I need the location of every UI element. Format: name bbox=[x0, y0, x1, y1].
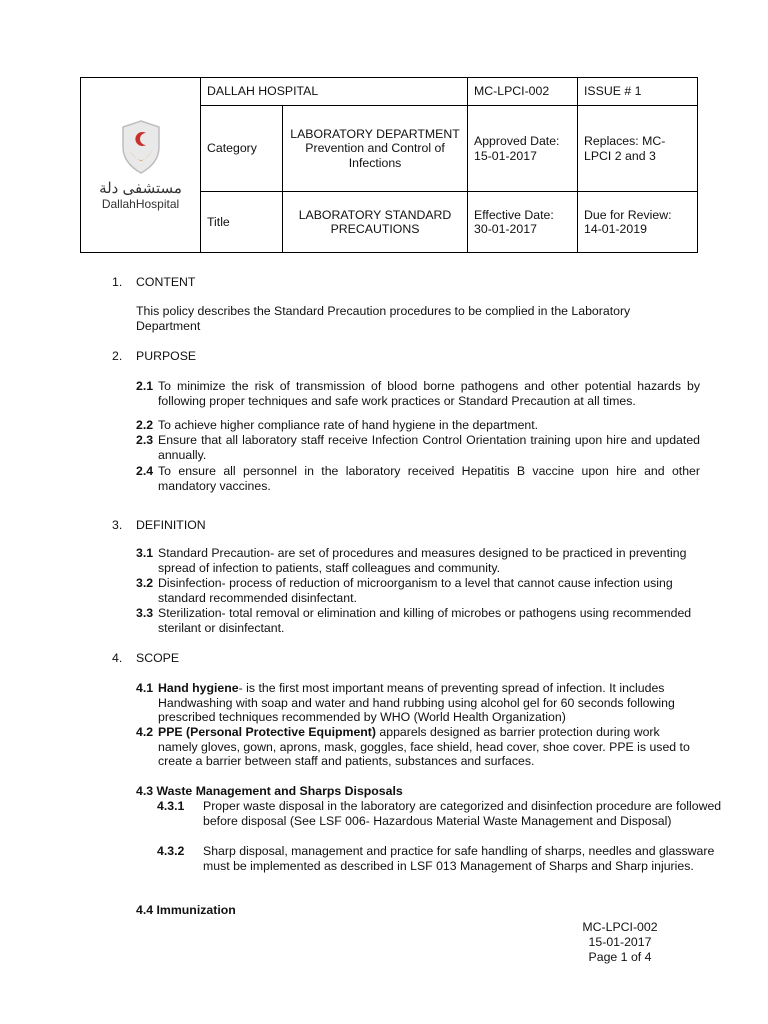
section-1-text: This policy describes the Standard Precaution procedures to be complied in the Laboratory Department bbox=[136, 304, 631, 333]
title-value: LABORATORY STANDARD PRECAUTIONS bbox=[283, 192, 468, 253]
scope-item-4-3: 4.3 Waste Management and Sharps Disposals bbox=[136, 784, 403, 798]
section-4-heading: 4. SCOPE bbox=[112, 651, 180, 665]
scope-item-4-3-2: 4.3.2 Sharp disposal, management and practice for safe handling of sharps, needles and glassware must be implemented as described in LSF 013 Management of Sharps and Sharp injuries. bbox=[157, 844, 715, 873]
issue-number: ISSUE # 1 bbox=[578, 78, 698, 106]
definition-item-3-1: 3.1 Standard Precaution- are set of procedures and measures designed to be practiced in preventing spread of infection to patients, staff colleagues and community. bbox=[136, 546, 687, 575]
section-1-heading: 1. CONTENT bbox=[112, 275, 196, 289]
logo-arabic-text: مستشفى دلة bbox=[99, 179, 182, 197]
logo-english-text: DallahHospital bbox=[101, 196, 180, 211]
definition-item-3-2: 3.2 Disinfection- process of reduction of microorganism to a level that cannot cause infection using standard recommended disinfectant. bbox=[136, 576, 673, 605]
logo-cell bbox=[81, 78, 201, 253]
scope-item-4-3-1: 4.3.1 Proper waste disposal in the laboratory are categorized and disinfection procedure are followed before disposal (See LSF 006- Hazardous Material Waste Management and Disposal) bbox=[157, 799, 722, 828]
scope-item-4-1: 4.1 Hand hygiene- is the first most important means of preventing spread of infection. It includes Handwashing with soap and water and hand rubbing using alcohol gel for 60 seconds following prescribed techniques recommended by WHO (World Health Organization) bbox=[136, 681, 675, 724]
purpose-item-2-2: 2.2 To achieve higher compliance rate of hand hygiene in the department. bbox=[136, 418, 539, 432]
section-3-heading: 3. DEFINITION bbox=[112, 518, 206, 532]
dallah-logo-icon bbox=[119, 119, 163, 175]
hospital-name: DALLAH HOSPITAL bbox=[201, 78, 468, 106]
scope-item-4-2: 4.2 PPE (Personal Protective Equipment) apparels designed as barrier protection during work namely gloves, gown, aprons, mask, goggles, face shield, head cover, shoe cover. PPE is used to create a barrier between staff and patients, substances and surfaces. bbox=[136, 725, 690, 768]
definition-item-3-3: 3.3 Sterilization- total removal or elimination and killing of microbes or pathogens using recommended sterilant or disinfectant. bbox=[136, 606, 692, 635]
title-label: Title bbox=[201, 192, 283, 253]
document-code: MC-LPCI-002 bbox=[468, 78, 578, 106]
effective-date: Effective Date: 30-01-2017 bbox=[468, 192, 578, 253]
page-footer bbox=[560, 920, 680, 965]
footer-date: 15-01-2017 bbox=[588, 935, 652, 949]
footer-page: Page 1 of 4 bbox=[588, 950, 652, 964]
category-label: Category bbox=[201, 106, 283, 192]
replaces: Replaces: MC-LPCI 2 and 3 bbox=[578, 106, 698, 192]
scope-item-4-4: 4.4 Immunization bbox=[136, 903, 236, 917]
approved-date: Approved Date: 15-01-2017 bbox=[468, 106, 578, 192]
purpose-item-2-4: 2.4 To ensure all personnel in the laboratory received Hepatitis B vaccine upon hire and other mandatory vaccines. bbox=[136, 464, 700, 493]
footer-code: MC-LPCI-002 bbox=[582, 920, 658, 934]
purpose-item-2-3: 2.3 Ensure that all laboratory staff receive Infection Control Orientation training upon hire and updated annually. bbox=[136, 433, 700, 462]
purpose-item-2-1: 2.1 To minimize the risk of transmission of blood borne pathogens and other potential hazards by following proper techniques and safe work practices or Standard Precaution at all times. bbox=[136, 379, 700, 408]
section-2-heading: 2. PURPOSE bbox=[112, 349, 197, 363]
review-date: Due for Review: 14-01-2019 bbox=[578, 192, 698, 253]
document-header-table bbox=[80, 77, 698, 253]
category-value: LABORATORY DEPARTMENT Prevention and Control of Infections bbox=[283, 106, 468, 192]
